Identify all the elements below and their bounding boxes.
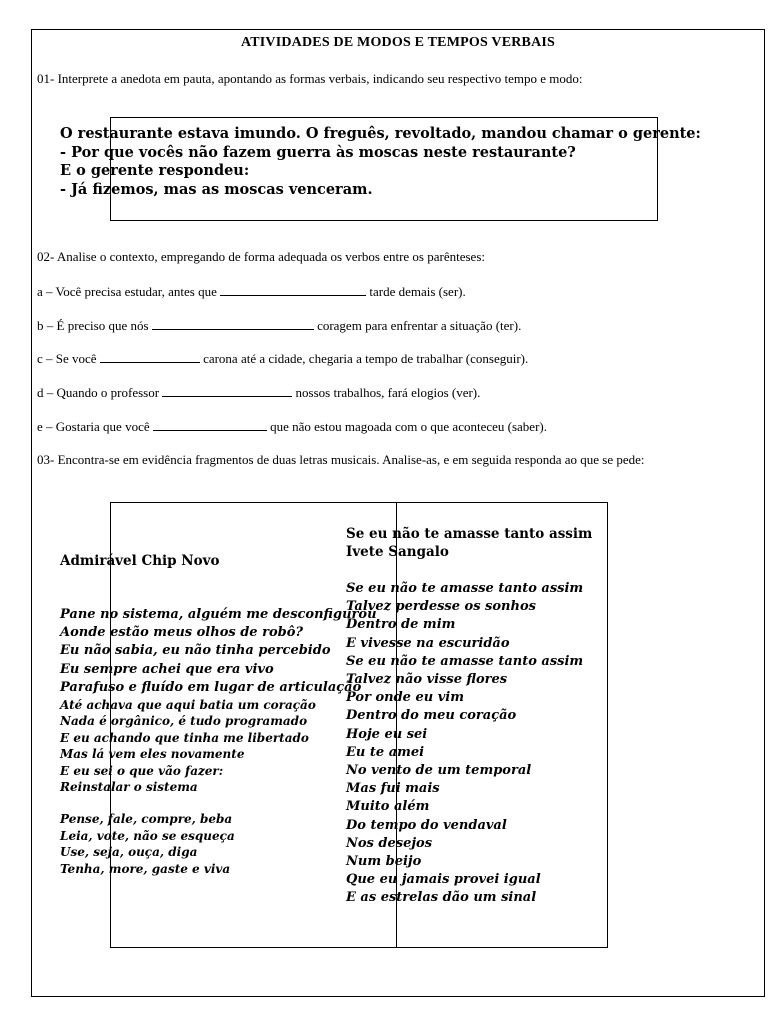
item-text-after: carona até a cidade, chegaria a tempo de trabalhar (conseguir). (203, 351, 529, 366)
question-3-prompt: 03- Encontra-se em evidência fragmentos de duas letras musicais. Analise-as, e em seguida responda ao que se pede: (37, 452, 645, 467)
page-title: ATIVIDADES DE MODOS E TEMPOS VERBAIS (240, 35, 556, 50)
song-2-header (346, 525, 592, 561)
item-text-after: coragem para enfrentar a situação (ter). (317, 318, 522, 333)
song-2-lyrics (346, 580, 583, 908)
lyric-line: Use, seja, ouça, diga (60, 845, 198, 860)
answer-blank[interactable] (152, 317, 314, 330)
question-1-prompt: 01- Interprete a anedota em pauta, apontando as formas verbais, indicando seu respectivo tempo e modo: (37, 71, 583, 86)
answer-blank[interactable] (100, 350, 200, 363)
item-text-after: tarde demais (ser). (369, 284, 466, 299)
question-2-item-d (37, 384, 480, 401)
lyric-line: Parafuso e fluído em lugar de articulação (60, 679, 362, 695)
lyric-line: Nos desejos (346, 835, 433, 851)
question-2-prompt: 02- Analise o contexto, empregando de forma adequada os verbos entre os parênteses: (37, 249, 485, 264)
anecdote-line: E o gerente respondeu: (60, 162, 250, 179)
lyric-line: Pense, fale, compre, beba (60, 812, 233, 827)
lyric-line: Até achava que aqui batia um coração (60, 698, 316, 713)
lyric-line: Se eu não te amasse tanto assim (346, 653, 584, 669)
lyric-line: Eu sempre achei que era vivo (60, 661, 274, 677)
lyric-line: Leia, vote, não se esqueça (60, 828, 235, 843)
song-2-title: Se eu não te amasse tanto assim (346, 526, 593, 542)
lyric-line: No vento de um temporal (346, 763, 532, 779)
lyric-line: E eu achando que tinha me libertado (60, 730, 309, 745)
item-text-before: e – Gostaria que você (37, 419, 150, 434)
lyric-line: Aonde estão meus olhos de robô? (60, 625, 303, 641)
lyric-line: Mas lá vem eles novamente (60, 747, 245, 762)
lyric-line: Dentro do meu coração (346, 708, 517, 724)
song-1-lyrics (60, 606, 377, 877)
lyric-line: Hoje eu sei (346, 726, 428, 742)
anecdote-line: O restaurante estava imundo. O freguês, revoltado, mandou chamar o gerente: (60, 125, 701, 142)
item-text-before: b – É preciso que nós (37, 318, 149, 333)
stanza-gap (60, 795, 377, 811)
lyric-line: Pane no sistema, alguém me desconfigurou (60, 607, 377, 622)
item-text-before: c – Se você (37, 351, 97, 366)
lyric-line: E eu sei o que vão fazer: (60, 763, 224, 778)
lyric-line: E as estrelas dão um sinal (346, 890, 537, 906)
lyric-line: Nada é orgânico, é tudo programado (60, 714, 308, 729)
answer-blank[interactable] (220, 283, 366, 296)
question-2-item-c (37, 350, 528, 367)
answer-blank[interactable] (153, 418, 267, 431)
lyric-line: Eu te amei (346, 744, 425, 760)
item-text-after: que não estou magoada com o que aconteceu (saber). (270, 419, 547, 434)
lyric-line: Dentro de mim (346, 617, 456, 633)
question-2-item-e (37, 418, 547, 435)
lyric-line: Eu não sabia, eu não tinha percebido (60, 643, 331, 659)
lyric-line: Talvez perdesse os sonhos (346, 599, 536, 615)
answer-blank[interactable] (162, 384, 292, 397)
lyric-line: Muito além (346, 799, 430, 815)
item-text-before: d – Quando o professor (37, 385, 160, 400)
lyric-line: E vivesse na escuridão (346, 635, 510, 651)
anecdote-text (60, 125, 701, 199)
anecdote-line: - Já fizemos, mas as moscas venceram. (60, 180, 373, 198)
anecdote-line: - Por que vocês não fazem guerra às moscas neste restaurante? (60, 143, 576, 161)
lyric-line: Talvez não visse flores (346, 672, 508, 688)
lyric-line: Que eu jamais provei igual (346, 872, 541, 888)
lyric-line: Mas fui mais (346, 781, 440, 797)
lyric-line: Se eu não te amasse tanto assim (346, 581, 584, 596)
question-2-item-b (37, 317, 521, 334)
item-text-before: a – Você precisa estudar, antes que (37, 284, 217, 299)
lyric-line: Do tempo do vendaval (346, 817, 507, 833)
lyric-line: Reinstalar o sistema (60, 780, 198, 795)
song-2-artist: Ivete Sangalo (346, 544, 449, 560)
lyric-line: Por onde eu vim (346, 690, 464, 706)
lyric-line: Tenha, more, gaste e viva (60, 861, 231, 876)
song-1-title: Admirável Chip Novo (60, 553, 220, 569)
item-text-after: nossos trabalhos, fará elogios (ver). (295, 385, 481, 400)
worksheet-page (31, 29, 765, 997)
lyric-line: Num beijo (346, 854, 422, 870)
question-2-item-a (37, 283, 466, 300)
